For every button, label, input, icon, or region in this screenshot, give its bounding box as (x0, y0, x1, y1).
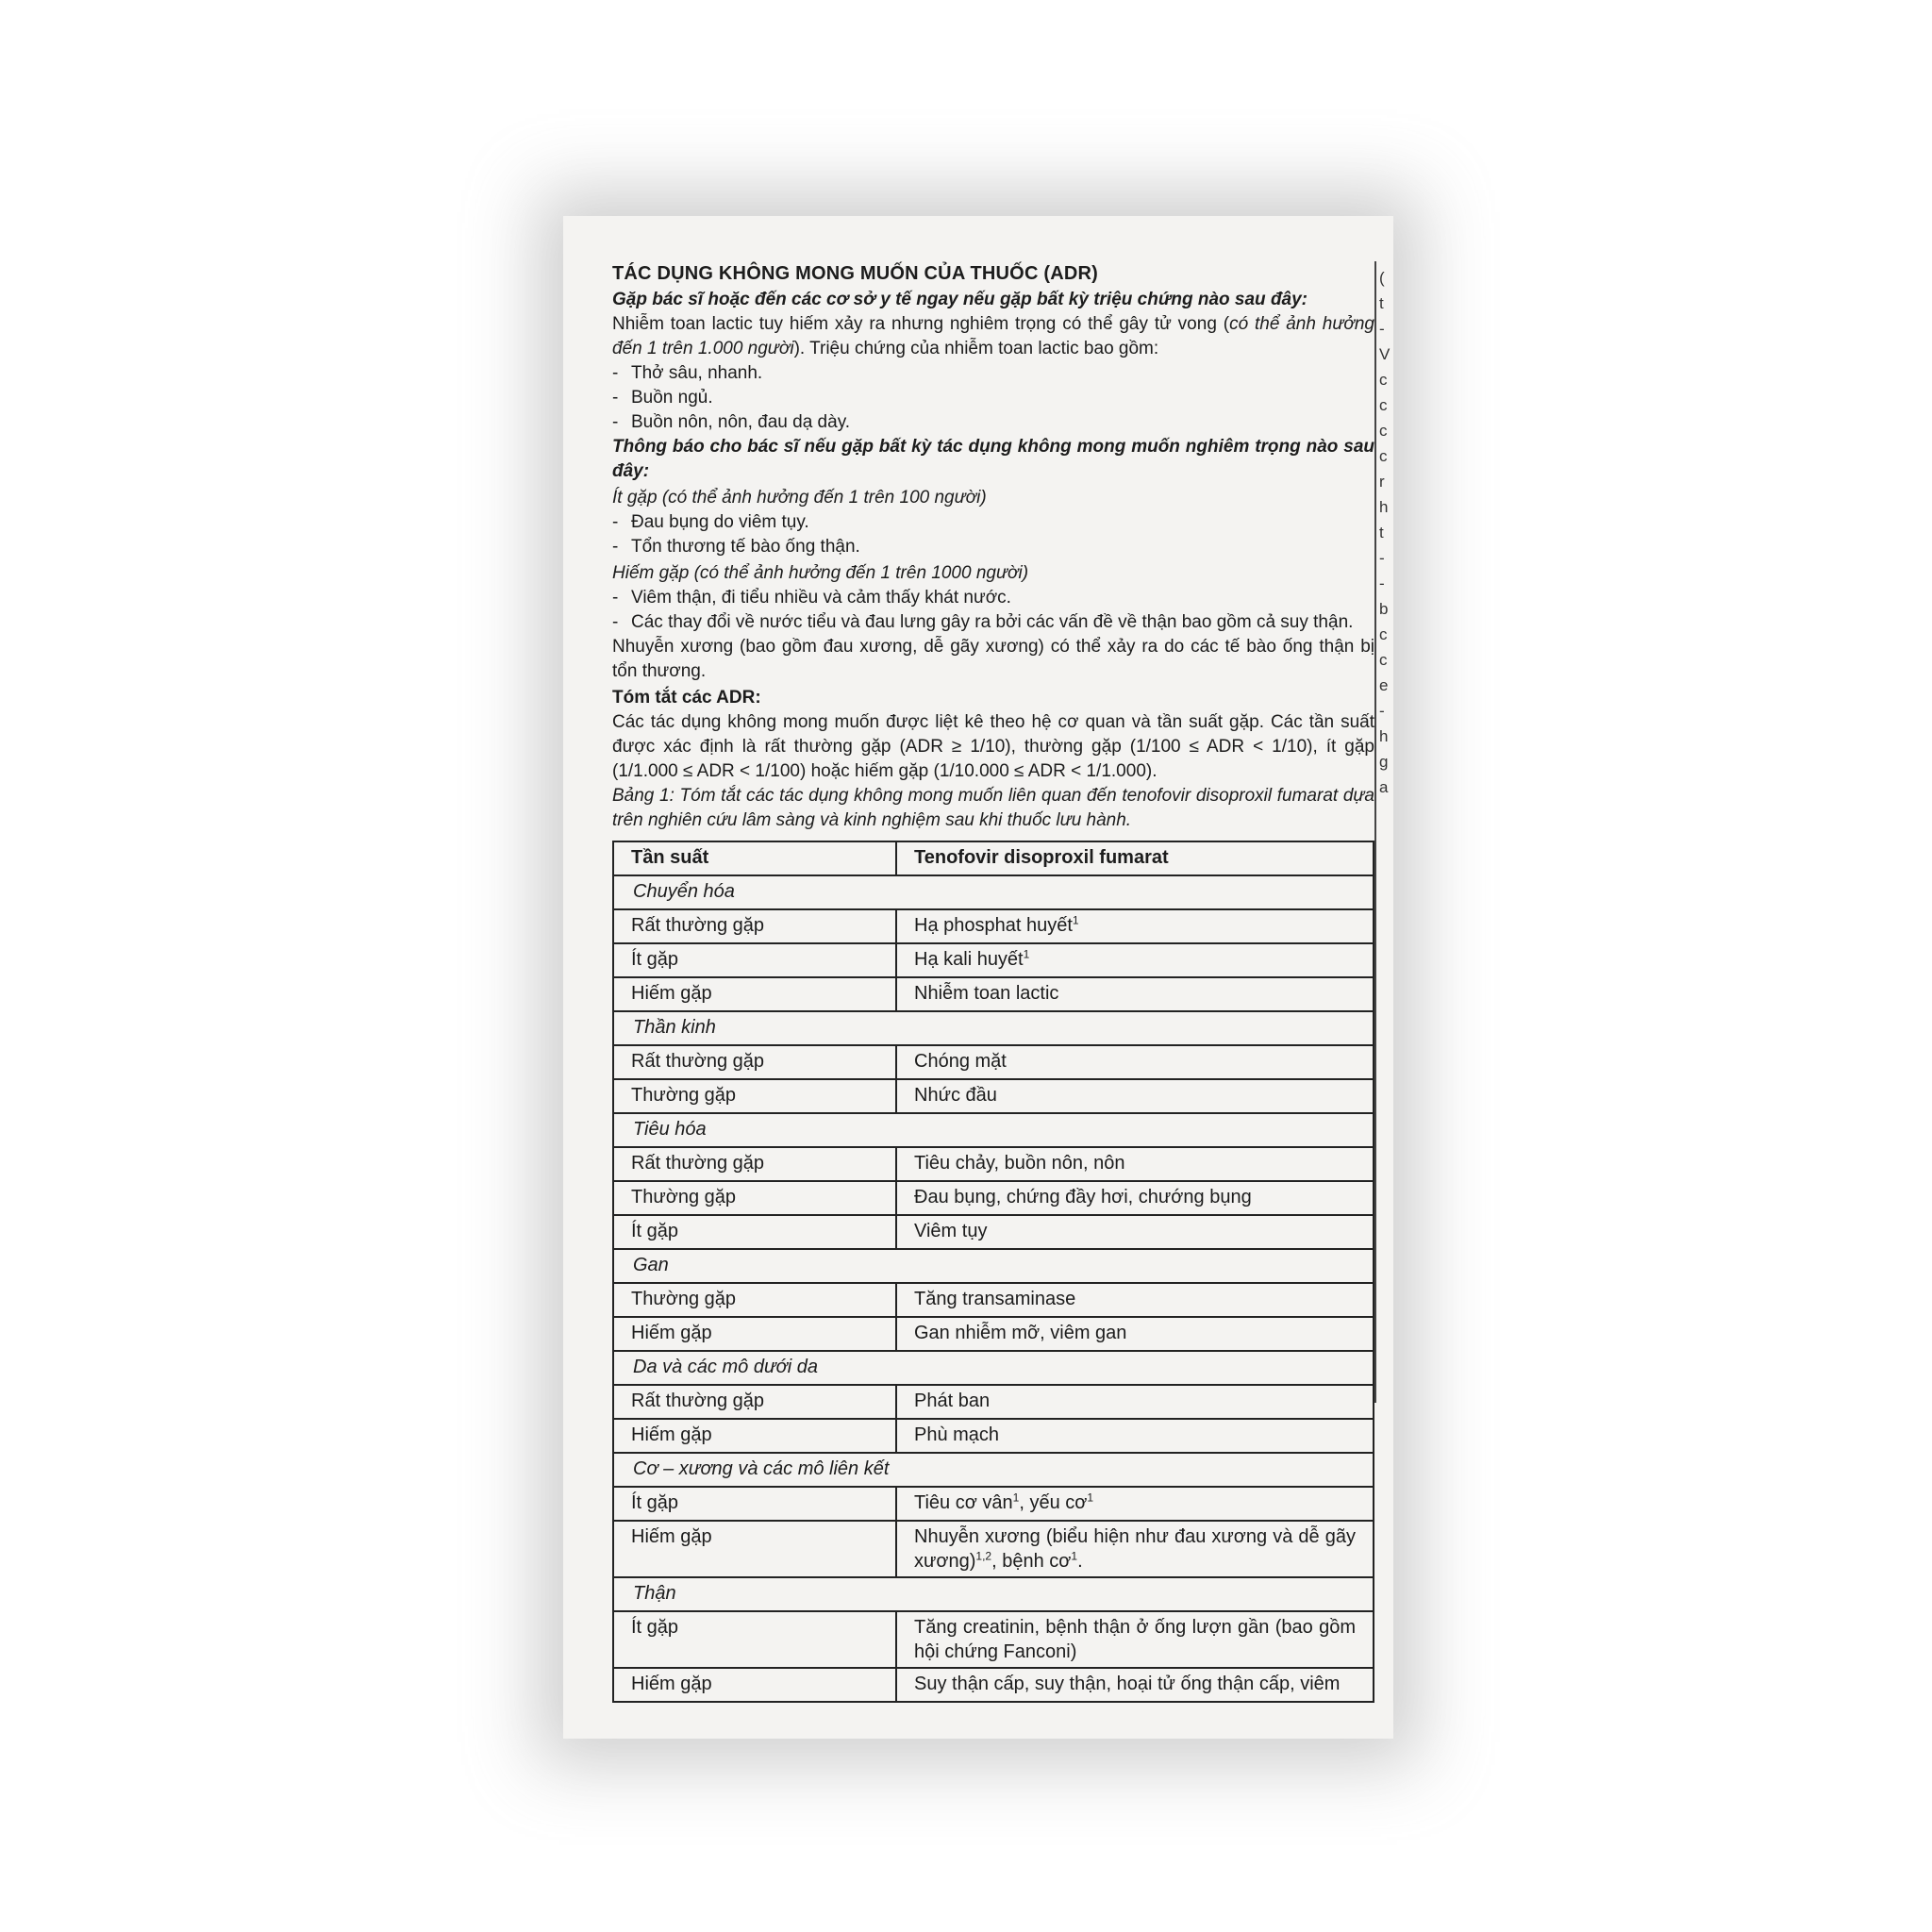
group-row (613, 1011, 1374, 1045)
table-row (613, 943, 1374, 977)
table-row (613, 1317, 1374, 1351)
list-item: - Tổn thương tế bào ống thận. (612, 535, 1374, 559)
margin-letter: b (1379, 600, 1389, 618)
effect-text: Hạ kali huyết (914, 949, 1024, 970)
margin-letter: c (1379, 625, 1388, 643)
frequency-cell: Ít gặp (613, 1215, 896, 1249)
uncommon-label: Ít gặp (có thể ảnh hưởng đến 1 trên 100 người) (612, 488, 987, 508)
effect-cell: Phù mạch (896, 1419, 1374, 1453)
margin-letter: a (1379, 778, 1389, 796)
margin-letter: c (1379, 422, 1388, 440)
frequency-cell: Rất thường gặp (613, 909, 896, 943)
table-caption: Bảng 1: Tóm tắt các tác dụng không mong muốn liên quan đến tenofovir disoproxil fumarat dựa trên nghiên cứu lâm sàng và kinh nghiệm sau khi thuốc lưu hành. (612, 786, 1374, 830)
footnote-ref: 1 (1087, 1491, 1094, 1505)
effect-cell: Đau bụng, chứng đầy hơi, chướng bụng (896, 1181, 1374, 1215)
document-page (563, 216, 1393, 1739)
frequency-cell: Rất thường gặp (613, 1385, 896, 1419)
table-row (613, 1487, 1374, 1521)
frequency-cell: Rất thường gặp (613, 1045, 896, 1079)
table-row (613, 1215, 1374, 1249)
group-label: Gan (613, 1249, 1374, 1283)
adjacent-page-edge (1379, 265, 1393, 800)
table-row (613, 1611, 1374, 1668)
frequency-cell: Thường gặp (613, 1181, 896, 1215)
table-row (613, 909, 1374, 943)
group-row (613, 1113, 1374, 1147)
rare-label: Hiếm gặp (có thể ảnh hưởng đến 1 trên 1000 người) (612, 563, 1029, 583)
lactic-acidosis-paragraph (612, 312, 1374, 361)
effect-cell: Viêm tụy (896, 1215, 1374, 1249)
effect-cell: Nhức đầu (896, 1079, 1374, 1113)
frequency-cell: Hiếm gặp (613, 1317, 896, 1351)
effect-text: . (1077, 1551, 1083, 1572)
page-fold-line (1374, 261, 1376, 1403)
notify-doctor-heading: Thông báo cho bác sĩ nếu gặp bất kỳ tác dụng không mong muốn nghiêm trọng nào sau đây: (612, 437, 1374, 481)
list-item: - Buồn nôn, nôn, đau dạ dày. (612, 410, 1374, 435)
footnote-ref: 1 (1023, 947, 1030, 961)
effect-cell: Tăng creatinin, bệnh thận ở ống lượn gần (bao gồm hội chứng Fanconi) (896, 1611, 1374, 1668)
group-row (613, 1249, 1374, 1283)
table-row (613, 1181, 1374, 1215)
margin-letter: c (1379, 447, 1388, 465)
group-row (613, 875, 1374, 909)
effect-cell: Chóng mặt (896, 1045, 1374, 1079)
margin-letter: - (1379, 575, 1385, 592)
effect-cell: Gan nhiễm mỡ, viêm gan (896, 1317, 1374, 1351)
osteomalacia-paragraph: Nhuyễn xương (bao gồm đau xương, dễ gãy xương) có thể xảy ra do các tế bào ống thận bị tổn thương. (612, 637, 1374, 681)
effect-cell: Phát ban (896, 1385, 1374, 1419)
effect-cell (896, 1521, 1374, 1577)
group-row (613, 1351, 1374, 1385)
table-row (613, 1045, 1374, 1079)
footnote-ref: 1 (1012, 1491, 1020, 1505)
frequency-cell: Hiếm gặp (613, 1668, 896, 1702)
frequency-cell: Ít gặp (613, 1487, 896, 1521)
lactic-symptom-list (612, 361, 1374, 435)
list-item: - Thở sâu, nhanh. (612, 361, 1374, 386)
table-row (613, 1419, 1374, 1453)
effect-text: Nhuyễn xương (biểu hiện như đau xương và dễ gãy xương) (914, 1526, 1356, 1572)
effect-cell (896, 943, 1374, 977)
list-item: - Viêm thận, đi tiểu nhiều và cảm thấy khát nước. (612, 586, 1374, 610)
list-item: - Các thay đổi về nước tiểu và đau lưng gây ra bởi các vấn đề về thận bao gồm cả suy thận. (612, 610, 1374, 635)
lactic-intro-text: Nhiễm toan lactic tuy hiếm xảy ra nhưng nghiêm trọng có thể gây tử vong ( (612, 314, 1230, 334)
see-doctor-heading: Gặp bác sĩ hoặc đến các cơ sở y tế ngay nếu gặp bất kỳ triệu chứng nào sau đây: (612, 290, 1308, 309)
section-heading: TÁC DỤNG KHÔNG MONG MUỐN CỦA THUỐC (ADR) (612, 263, 1098, 284)
frequency-cell: Rất thường gặp (613, 1147, 896, 1181)
group-label: Thận (613, 1577, 1374, 1611)
margin-letter: t (1379, 294, 1384, 312)
table-row (613, 1385, 1374, 1419)
drug-column-header: Tenofovir disoproxil fumarat (896, 841, 1374, 875)
frequency-cell: Ít gặp (613, 943, 896, 977)
group-row (613, 1577, 1374, 1611)
list-item: - Buồn ngủ. (612, 386, 1374, 410)
margin-letter: e (1379, 676, 1389, 694)
margin-letter: c (1379, 371, 1388, 389)
footnote-ref: 1 (1071, 1549, 1078, 1563)
margin-letter: g (1379, 753, 1389, 771)
margin-letter: - (1379, 320, 1385, 338)
adr-table (612, 841, 1374, 1703)
effect-cell: Suy thận cấp, suy thận, hoại tử ống thận cấp, viêm (896, 1668, 1374, 1702)
effect-text: Tiêu cơ vân (914, 1492, 1013, 1513)
effect-cell (896, 909, 1374, 943)
effect-cell: Tăng transaminase (896, 1283, 1374, 1317)
effect-cell: Nhiễm toan lactic (896, 977, 1374, 1011)
margin-letter: c (1379, 396, 1388, 414)
frequency-cell: Hiếm gặp (613, 1419, 896, 1453)
margin-letter: - (1379, 549, 1385, 567)
margin-letter: r (1379, 473, 1385, 491)
frequency-cell: Ít gặp (613, 1611, 896, 1668)
frequency-column-header: Tần suất (613, 841, 896, 875)
effect-cell (896, 1487, 1374, 1521)
frequency-cell: Thường gặp (613, 1283, 896, 1317)
group-label: Da và các mô dưới da (613, 1351, 1374, 1385)
table-header-row (613, 841, 1374, 875)
margin-letter: V (1379, 345, 1391, 363)
frequency-cell: Thường gặp (613, 1079, 896, 1113)
group-label: Cơ – xương và các mô liên kết (613, 1453, 1374, 1487)
footnote-ref: 1,2 (975, 1549, 992, 1563)
effect-text: , yếu cơ (1019, 1492, 1088, 1513)
group-label: Tiêu hóa (613, 1113, 1374, 1147)
summary-paragraph: Các tác dụng không mong muốn được liệt kê theo hệ cơ quan và tần suất gặp. Các tần suất được xác định là rất thường gặp (ADR ≥ 1/10), thường gặp (1/100 ≤ ADR < 1/10), ít gặp (1/1.000 ≤ ADR < 1/100) hoặc hiếm gặp (1/10.000 ≤ ADR < 1/1.000). (612, 712, 1374, 781)
summary-heading: Tóm tắt các ADR: (612, 688, 761, 708)
margin-letter: h (1379, 498, 1389, 516)
leaflet-content (612, 261, 1374, 1703)
margin-letter: c (1379, 651, 1388, 669)
effect-cell: Tiêu chảy, buồn nôn, nôn (896, 1147, 1374, 1181)
margin-letter: t (1379, 524, 1384, 541)
lactic-intro-end: ). Triệu chứng của nhiễm toan lactic bao gồm: (793, 339, 1159, 358)
group-row (613, 1453, 1374, 1487)
effect-text: , bệnh cơ (991, 1551, 1072, 1572)
table-row (613, 1283, 1374, 1317)
table-row (613, 1147, 1374, 1181)
effect-text: Hạ phosphat huyết (914, 915, 1073, 936)
table-row (613, 977, 1374, 1011)
frequency-cell: Hiếm gặp (613, 977, 896, 1011)
list-item: - Đau bụng do viêm tụy. (612, 510, 1374, 535)
table-row (613, 1521, 1374, 1577)
lactic-frequency-text: có thể ảnh hưởng đến 1 trên 1.000 người (612, 314, 1375, 358)
margin-letter: ( (1379, 269, 1385, 287)
table-row (613, 1079, 1374, 1113)
table-row (613, 1668, 1374, 1702)
group-label: Thần kinh (613, 1011, 1374, 1045)
margin-letter: h (1379, 727, 1389, 745)
frequency-cell: Hiếm gặp (613, 1521, 896, 1577)
margin-letter: - (1379, 702, 1385, 720)
footnote-ref: 1 (1072, 913, 1079, 927)
group-label: Chuyển hóa (613, 875, 1374, 909)
